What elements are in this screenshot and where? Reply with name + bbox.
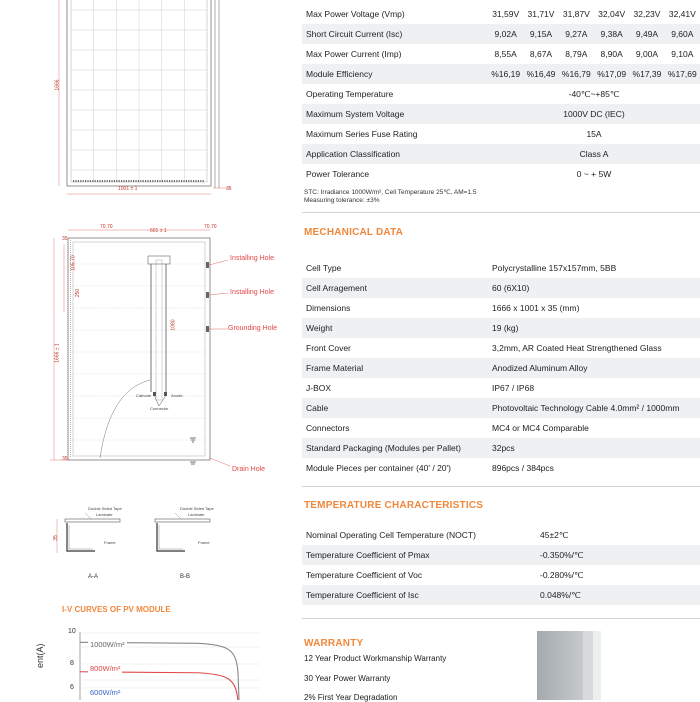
temperature-row-label: Temperature Coefficient of Pmax — [302, 545, 536, 565]
warranty-bar-mid — [583, 631, 593, 700]
iv-ytick-6: 6 — [70, 684, 74, 691]
section-a-frame-label: Frame — [104, 540, 116, 545]
installing-hole-label-1: Installing Hole — [230, 255, 274, 262]
divider-mechanical — [302, 212, 700, 213]
stc-note-line2: Measuring tolerance: ±3% — [304, 197, 380, 204]
section-b-drawing — [145, 505, 225, 565]
mechanical-title: MECHANICAL DATA — [304, 227, 404, 238]
electrical-span-row — [302, 104, 700, 124]
temperature-row-label: Temperature Coefficient of Isc — [302, 585, 536, 605]
back-offset-right-dim: 70.70 — [204, 224, 217, 230]
mechanical-row-value: 19 (kg) — [488, 318, 700, 338]
back-height-dim: 1666 ± 1 — [54, 343, 61, 363]
electrical-row-value: 9,00A — [635, 49, 659, 59]
electrical-row — [302, 64, 700, 84]
back-width-dim: 601 ± 1 — [150, 228, 167, 234]
mechanical-row-label: Module Pieces per container (40' / 20') — [306, 463, 451, 473]
electrical-row-value: 8,79A — [565, 49, 588, 59]
electrical-row-value: 32,41V — [668, 9, 696, 19]
warranty-line-2: 30 Year Power Warranty — [304, 674, 391, 683]
mechanical-row-label: Cell Type — [306, 263, 342, 273]
electrical-row-value: 9,02A — [488, 24, 523, 44]
divider-temperature — [302, 486, 700, 487]
temperature-row-label: Nominal Operating Cell Temperature (NOCT) — [306, 530, 476, 540]
mechanical-row — [302, 318, 700, 338]
mechanical-row — [302, 438, 700, 458]
temperature-row-value: 45±2℃ — [540, 529, 569, 540]
divider-warranty — [302, 618, 700, 619]
mechanical-row-label: Weight — [302, 318, 488, 338]
section-a-label: A-A — [88, 574, 99, 580]
mechanical-row-label: Standard Packaging (Modules per Pallet) — [302, 438, 488, 458]
electrical-row-value: %16,49 — [523, 64, 558, 84]
iv-legend-1000: 1000W/m² — [90, 640, 125, 649]
electrical-row-value: %16,79 — [559, 64, 594, 84]
electrical-span-value: Class A — [488, 144, 700, 164]
mechanical-row-value: Polycrystalline 157x157mm, 5BB — [492, 263, 617, 273]
mechanical-row-value: IP67 / IP68 — [492, 383, 535, 393]
temperature-row-label: Temperature Coefficient of Voc — [306, 570, 423, 580]
electrical-span-value: -40℃~+85℃ — [568, 88, 620, 99]
iv-legend-600: 600W/m² — [90, 688, 121, 697]
electrical-row-label: Max Power Current (Imp) — [306, 49, 402, 59]
back-top-dim: 105.70 — [70, 255, 77, 271]
electrical-row-label: Short Circuit Current (Isc) — [302, 24, 488, 44]
mechanical-table — [302, 258, 700, 478]
warranty-line-3: 2% First Year Degradation — [304, 693, 398, 702]
electrical-row-value: 32,04V — [598, 9, 626, 19]
electrical-span-label: Application Classification — [302, 144, 488, 164]
front-height-dim: 1666 — [54, 79, 61, 91]
temperature-row — [302, 525, 700, 545]
electrical-row-value: 32,23V — [633, 9, 661, 19]
mechanical-row — [302, 398, 700, 418]
anode-label: Anode — [171, 393, 183, 398]
mechanical-row — [302, 338, 700, 358]
mechanical-row-label: Connectors — [306, 423, 350, 433]
electrical-span-label: Power Tolerance — [306, 169, 370, 179]
iv-legend-800: 800W/m² — [90, 664, 121, 673]
mechanical-row — [302, 358, 700, 378]
warranty-graphic — [537, 631, 601, 700]
mechanical-row — [302, 458, 700, 478]
warranty-bar-dark — [537, 631, 583, 700]
electrical-row-value: 9,38A — [594, 24, 629, 44]
back-center-dim: 1080 — [170, 319, 177, 331]
temperature-row-value: -0.280%/℃ — [540, 569, 584, 580]
electrical-row-value: %17,69 — [665, 64, 700, 84]
electrical-row-value: 9,49A — [629, 24, 664, 44]
mechanical-row-value: 32pcs — [488, 438, 700, 458]
electrical-span-row — [302, 84, 700, 104]
electrical-row-value: 9,10A — [671, 49, 694, 59]
electrical-row-value: 8,67A — [529, 49, 553, 59]
mechanical-row-label: Dimensions — [306, 303, 351, 313]
electrical-span-row — [302, 164, 700, 184]
electrical-row-value: 31,87V — [562, 9, 590, 19]
temperature-row — [302, 585, 700, 605]
temperature-row-value: 0.048%/℃ — [536, 585, 700, 605]
electrical-span-label: Operating Temperature — [306, 89, 394, 99]
temperature-row — [302, 565, 700, 585]
section-a-tape-label: Double Sided Tape — [88, 506, 122, 511]
mechanical-row-label: Cable — [302, 398, 488, 418]
mechanical-row-value: MC4 or MC4 Comparable — [492, 423, 589, 433]
electrical-row-value: %16,19 — [488, 64, 523, 84]
warranty-title: WARRANTY — [304, 638, 364, 649]
mechanical-row-label: J-BOX — [306, 383, 332, 393]
stc-note-line1: STC: Irradiance 1000W/m², Cell Temperature 25℃, AM=1.5 — [304, 189, 477, 196]
electrical-row-value: 31,71V — [527, 9, 555, 19]
electrical-row-label: Max Power Voltage (Vmp) — [306, 9, 405, 19]
back-hole-span-dim: 250 — [75, 288, 82, 298]
front-depth-dim: 35 — [226, 186, 232, 192]
mechanical-row-value: 896pcs / 384pcs — [492, 463, 554, 473]
cathode-label: Cathode — [136, 393, 152, 398]
back-side-dim: 35 — [62, 236, 68, 242]
electrical-row-value: 9,27A — [559, 24, 594, 44]
iv-ytick-10: 10 — [68, 628, 76, 635]
electrical-table — [302, 4, 700, 184]
electrical-row-value: %17,39 — [629, 64, 664, 84]
section-b-tape-label: Double Sided Tape — [180, 506, 214, 511]
electrical-row-value: %17,09 — [594, 64, 629, 84]
section-a-drawing — [52, 505, 135, 565]
electrical-row — [302, 4, 700, 24]
electrical-span-value: 1000V DC (IEC) — [488, 104, 700, 124]
electrical-row-value: 8,90A — [600, 49, 623, 59]
temperature-title: TEMPERATURE CHARACTERISTICS — [304, 500, 484, 511]
mechanical-row-value: Photovoltaic Technology Cable 4.0mm² / 1000mm — [488, 398, 700, 418]
mechanical-row — [302, 278, 700, 298]
section-dim: 35 — [52, 535, 59, 541]
mechanical-row — [302, 378, 700, 398]
electrical-row — [302, 24, 700, 44]
mechanical-row — [302, 258, 700, 278]
mechanical-row-value: 1666 x 1001 x 35 (mm) — [492, 303, 580, 313]
temperature-table — [302, 525, 700, 605]
mechanical-row-value: Anodized Aluminum Alloy — [488, 358, 700, 378]
iv-ytick-8: 8 — [70, 660, 74, 667]
temperature-row — [302, 545, 700, 565]
section-a-laminate-label: Laminate — [96, 512, 113, 517]
warranty-line-1: 12 Year Product Workmanship Warranty — [304, 654, 447, 663]
section-b-laminate-label: Laminate — [188, 512, 205, 517]
back-bottom-dim: 35 — [62, 456, 68, 462]
electrical-span-row — [302, 144, 700, 164]
mechanical-row-value: 3,2mm, AR Coated Heat Strengthened Glass — [492, 343, 662, 353]
electrical-span-row — [302, 124, 700, 144]
back-offset-left-dim: 70.70 — [100, 224, 113, 230]
drain-hole-label: Drain Hole — [232, 466, 266, 473]
front-view-drawing — [55, 0, 245, 205]
installing-hole-label-2: Installing Hole — [230, 289, 274, 296]
electrical-span-value: 15A — [586, 129, 602, 139]
electrical-span-label: Maximum Series Fuse Rating — [306, 129, 418, 139]
grounding-hole-label: Grounding Hole — [228, 325, 278, 332]
electrical-row-value: 9,15A — [523, 24, 558, 44]
mechanical-row-label: Frame Material — [302, 358, 488, 378]
mechanical-row — [302, 298, 700, 318]
electrical-row-value: 31,59V — [492, 9, 520, 19]
electrical-span-value: 0 ~ + 5W — [576, 169, 612, 179]
mechanical-row-label: Front Cover — [306, 343, 351, 353]
warranty-bar-light — [593, 631, 601, 700]
mechanical-row-label: Cell Arragement — [302, 278, 488, 298]
connector-label: Connector — [150, 406, 169, 411]
front-width-dim: 1001 ± 1 — [118, 186, 138, 192]
section-b-label: B-B — [180, 574, 191, 580]
mechanical-row-value: 60 (6X10) — [488, 278, 700, 298]
iv-curves-title: I-V CURVES OF PV MODULE — [62, 605, 171, 614]
section-b-frame-label: Frame — [198, 540, 210, 545]
electrical-row-label: Module Efficiency — [302, 64, 488, 84]
stc-note — [304, 189, 476, 205]
temperature-row-value: -0.350%/℃ — [536, 545, 700, 565]
electrical-span-label: Maximum System Voltage — [302, 104, 488, 124]
iv-ylabel: ent(A) — [35, 643, 45, 668]
electrical-row-value: 8,55A — [494, 49, 517, 59]
electrical-row-value: 9,60A — [665, 24, 700, 44]
mechanical-row — [302, 418, 700, 438]
electrical-row — [302, 44, 700, 64]
